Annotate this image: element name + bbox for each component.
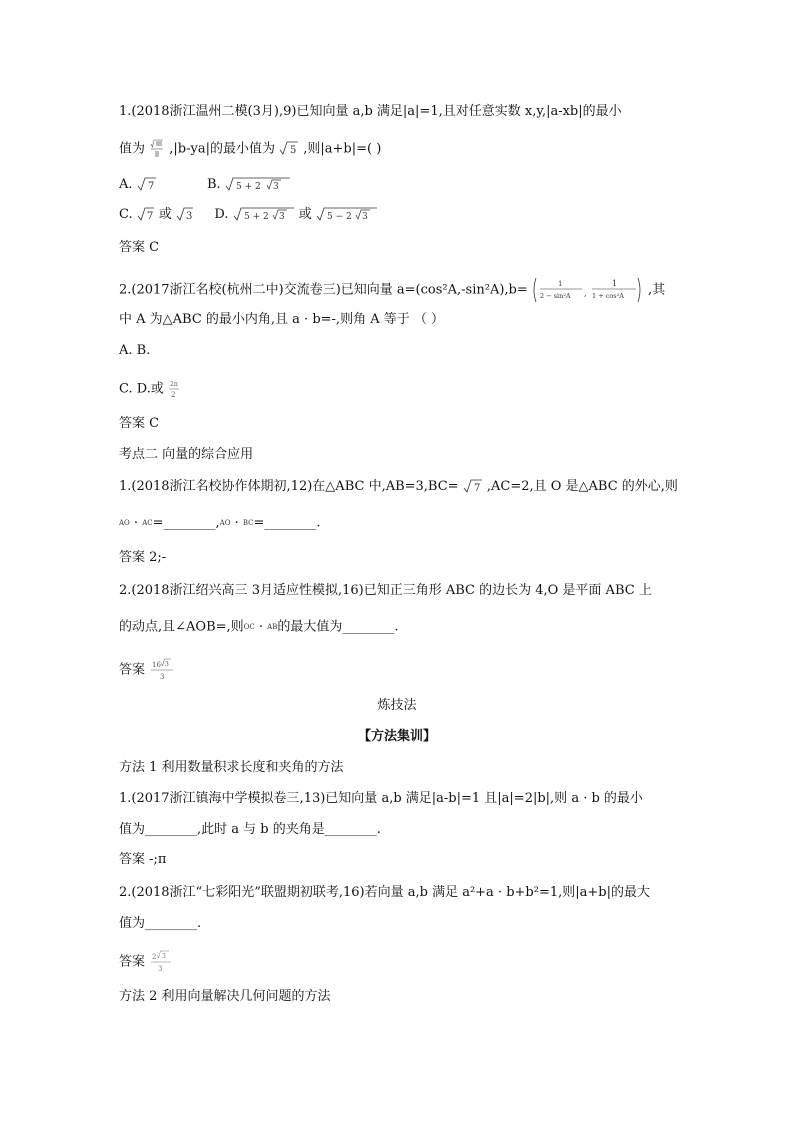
problem-2-answer [119, 414, 159, 434]
svg-text:1: 1 [611, 279, 617, 288]
answer-text: 答案 2;- [119, 550, 167, 565]
sqrt-5-plus-2sqrt3-icon [233, 206, 295, 224]
s2-problem-2-answer [119, 658, 179, 682]
svg-text:16: 16 [152, 661, 162, 669]
sqrt-3-icon [176, 206, 194, 224]
m1-problem-1-text-1: 1.(2017浙江镇海中学模拟卷三,13)已知向量 a,b 满足|a-b|=1 且|a|=2|b|,则 a · b 的最小 [119, 791, 643, 806]
answer-text: 答案 C [119, 240, 160, 255]
svg-text:7: 7 [473, 482, 481, 494]
vector-ac: AC [142, 519, 153, 527]
problem-1-text-2b: ,|b-ya|的最小值为 [169, 141, 275, 157]
m1-problem-1-line-2 [119, 820, 381, 840]
problem-2-options-cd [119, 378, 180, 400]
option-d-label: D. [214, 207, 229, 222]
m1-problem-2-line-2 [119, 914, 201, 934]
m1-problem-1-line-1 [119, 789, 643, 809]
fraction-16sqrt3-over-3-icon [149, 658, 179, 682]
sqrt-5-minus-2sqrt3-icon [316, 206, 378, 224]
svg-text:3: 3 [162, 953, 166, 960]
dot-operator: · [230, 515, 243, 531]
problem-1-text-2c: ,则|a+b|=( ) [303, 141, 382, 157]
m1-problem-2-text-2: 值为________. [119, 916, 202, 931]
section-3-subtitle [0, 727, 794, 747]
svg-text:5 − 2: 5 − 2 [326, 211, 352, 222]
s2-problem-1-answer [119, 548, 166, 568]
vector-ao: AO [219, 519, 231, 527]
s2-problem-2-text-2a: 的动点,且∠AOB=,则 [119, 619, 244, 635]
problem-2-line-1 [119, 276, 665, 304]
problem-1-line-2 [119, 138, 381, 160]
section-2-title [119, 445, 253, 465]
vector-bc: BC [242, 519, 254, 527]
problem-1-text-1: 1.(2018浙江温州二模(3月),9)已知向量 a,b 满足|a|=1,且对任意实数 x,y,|a-xb|的最小 [119, 104, 622, 119]
dot-operator: · [129, 515, 143, 531]
method-2-title [119, 987, 331, 1007]
s2-problem-1-text-1: 1.(2018浙江名校协作体期初,12)在△ABC 中,AB=3,BC= [119, 479, 459, 494]
option-b-label: B. [206, 177, 221, 192]
svg-text:5 + 2: 5 + 2 [235, 181, 261, 192]
s2-problem-2-line-1 [119, 581, 652, 601]
svg-text:2 − sin²A: 2 − sin²A [539, 292, 571, 300]
problem-1-line-1 [119, 102, 622, 122]
problem-1-options-cd [119, 205, 378, 225]
svg-text:,: , [583, 289, 587, 298]
fraction-sqrt5-over-2-icon [149, 138, 165, 160]
sqrt-7-icon [463, 478, 483, 496]
method-title: 方法 2 利用向量解决几何问题的方法 [119, 989, 331, 1004]
method-1-title [119, 758, 344, 778]
m1-problem-2-answer [119, 950, 175, 974]
problem-2-line-2 [119, 310, 444, 330]
option-c-label: C. [119, 207, 133, 222]
answer-text: 答案 [119, 954, 146, 970]
s2-problem-2-text-1: 2.(2018浙江绍兴高三 3月适应性模拟,16)已知正三角形 ABC 的边长为 4,O 是平面 ABC 上 [119, 583, 652, 598]
sqrt-7-icon [137, 176, 157, 194]
section-subtitle: 【方法集训】 [357, 729, 436, 744]
svg-text:5 + 2: 5 + 2 [243, 211, 269, 222]
problem-1-options-ab [119, 175, 291, 195]
vector-ab: AB [267, 623, 278, 631]
m1-problem-2-text-1: 2.(2018浙江“七彩阳光”联盟期初联考,16)若向量 a,b 满足 a²+a · b+b²=1,则|a+b|的最大 [119, 885, 650, 900]
section-3-title [0, 696, 794, 716]
section-title: 炼技法 [377, 698, 417, 713]
svg-text:3: 3 [272, 181, 279, 192]
s2-problem-1-line-1 [119, 477, 678, 497]
s2-problem-2-text-2b: 的最大值为________. [277, 619, 399, 635]
svg-text:2: 2 [170, 391, 176, 399]
sqrt-7-icon [137, 206, 155, 224]
svg-text:3: 3 [160, 673, 165, 681]
svg-text:7: 7 [146, 210, 154, 222]
fraction-2sqrt3-over-3-icon [149, 950, 175, 974]
answer-text: 答案 -;π [119, 852, 167, 867]
m1-problem-2-line-1 [119, 883, 650, 903]
svg-text:3: 3 [361, 211, 368, 222]
option-a-label: A. [119, 177, 133, 192]
svg-text:7: 7 [147, 180, 155, 192]
section-title: 考点二 向量的综合应用 [119, 447, 254, 462]
s2-problem-1-line-2 [119, 513, 321, 534]
vector-oc: OC [243, 623, 255, 631]
s2-problem-1-text-1b: ,AC=2,且 O 是△ABC 的外心,则 [486, 479, 678, 494]
problem-2-text-2: 中 A 为△ABC 的最小内角,且 a · b=-,则角 A 等于 （ ） [119, 312, 444, 327]
sqrt-5-plus-2sqrt3-icon [225, 176, 291, 194]
problem-1-answer [119, 238, 159, 258]
svg-text:1 + cos²A: 1 + cos²A [591, 292, 624, 300]
vector-b-fraction-icon [532, 276, 644, 304]
option-d-or: 或 [298, 207, 312, 222]
problem-1-text-2a: 值为 [119, 141, 146, 157]
problem-2-text-1b: ,其 [648, 282, 666, 298]
problem-2-text-1a: 2.(2017浙江名校(杭州二中)交流卷三)已知向量 a=(cos²A,-sin²A),b= [119, 282, 528, 298]
s2-problem-2-line-2 [119, 617, 399, 638]
problem-2-options-cd-text: C. D.或 [119, 381, 164, 397]
svg-text:1: 1 [557, 280, 563, 288]
fraction-2pi-over-2-icon [168, 378, 180, 400]
problem-2-options-ab-text: A. B. [119, 343, 151, 358]
svg-text:5: 5 [290, 145, 297, 156]
svg-text:3: 3 [165, 661, 169, 668]
sqrt-5-icon [279, 140, 299, 158]
option-c-or: 或 [158, 207, 172, 222]
svg-text:3: 3 [158, 965, 163, 973]
answer-text: 答案 C [119, 416, 160, 431]
m1-problem-1-answer [119, 850, 166, 870]
svg-text:3: 3 [186, 210, 193, 222]
answer-text: 答案 [119, 662, 146, 678]
vector-ao: AO [119, 519, 130, 527]
blank-1: =________, [152, 515, 220, 531]
svg-text:2π: 2π [169, 381, 178, 388]
svg-text:2: 2 [152, 953, 157, 961]
problem-2-options-ab [119, 341, 150, 361]
m1-problem-1-text-2: 值为________,此时 a 与 b 的夹角是________. [119, 822, 381, 837]
method-title: 方法 1 利用数量积求长度和夹角的方法 [119, 760, 344, 775]
dot-operator: · [254, 619, 268, 635]
svg-text:3: 3 [278, 211, 285, 222]
blank-2: =________. [253, 515, 321, 531]
